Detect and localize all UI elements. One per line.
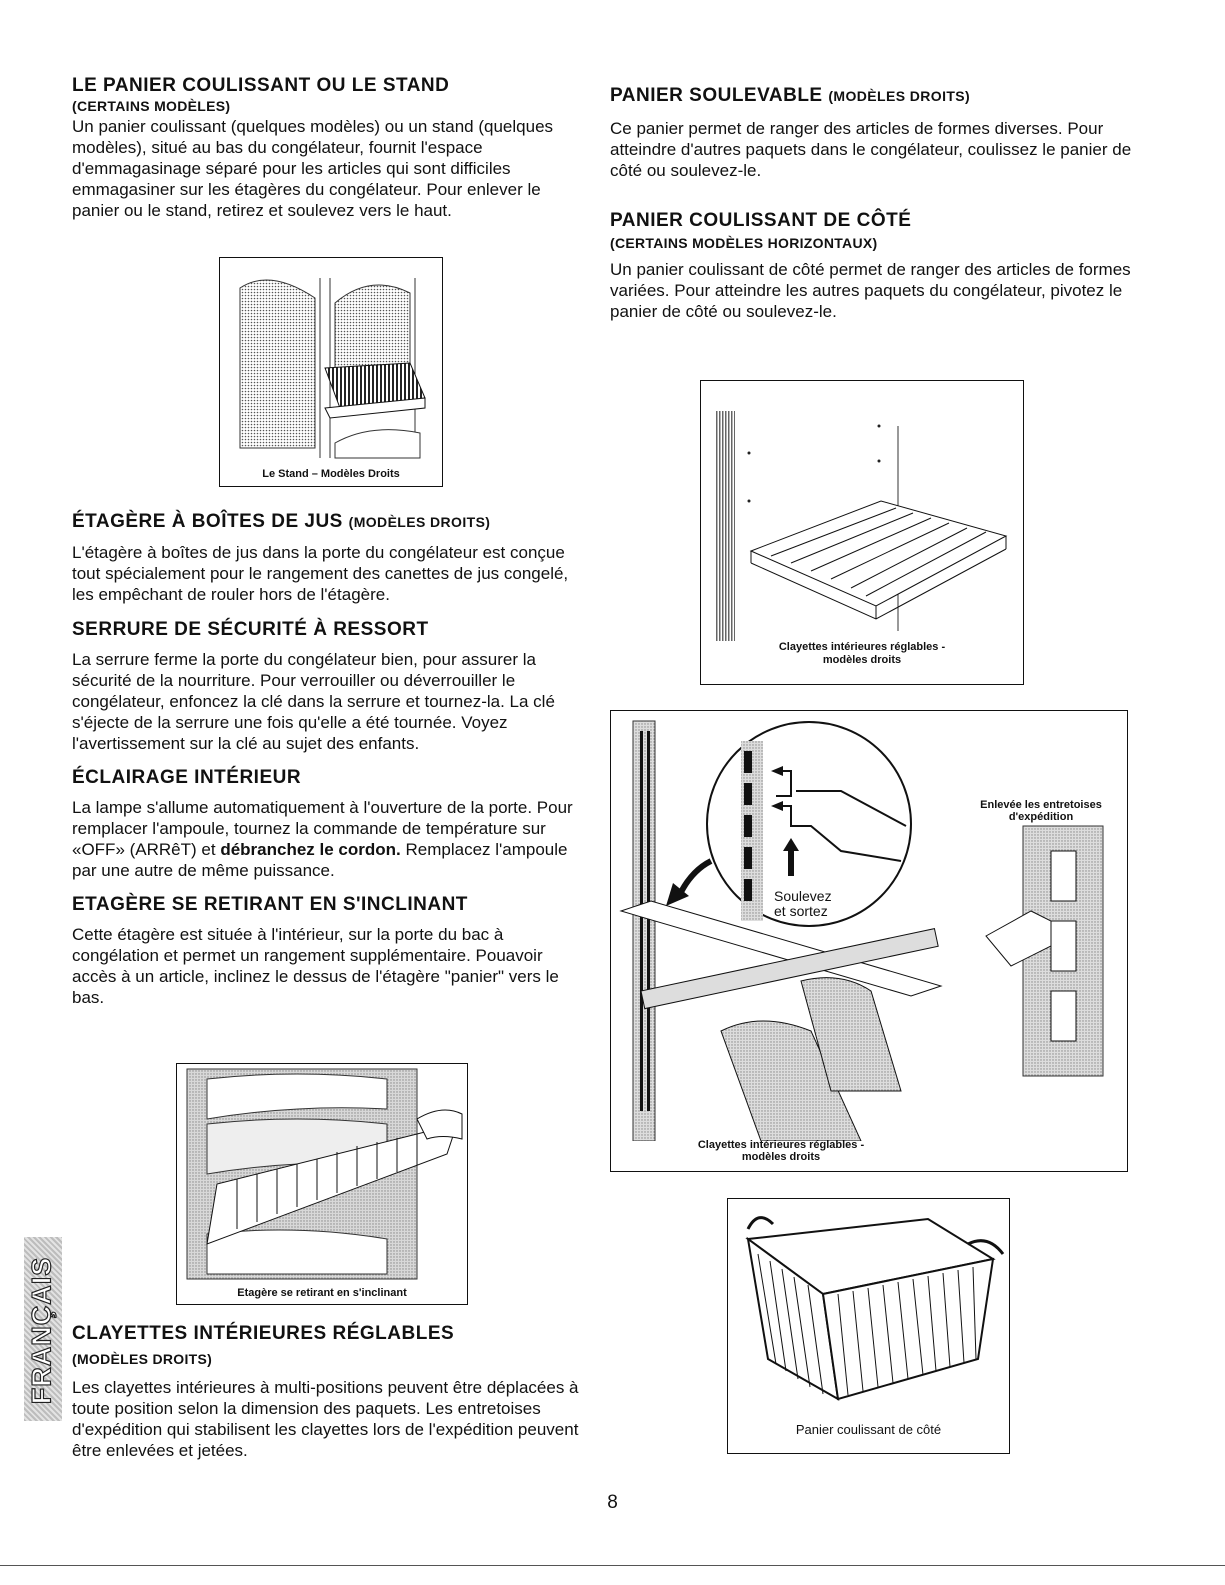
- tilt-shelf-illustration: [177, 1064, 467, 1284]
- section-body: Un panier coulissant de côté permet de ranger des articles de formes variées. Pour atteindre les autres paquets du congélateur, pivotez le panier de côté ou soulevez-le.: [610, 260, 1131, 321]
- figure-tilt-shelf: [176, 1063, 468, 1305]
- section-body: Ce panier permet de ranger des articles de formes diverses. Pour atteindre d'autres paquets dans le congélateur, coulissez le panier de côté ou soulevez-le.: [610, 119, 1132, 180]
- section-title-adjustable-shelves: CLAYETTES INTÉRIEURES RÉGLABLES: [72, 1323, 455, 1344]
- title-text: PANIER SOULEVABLE: [610, 85, 823, 106]
- left-column-3: [72, 1322, 590, 1461]
- figure-remove-shelf: [610, 710, 1128, 1172]
- section-body: Cette étagère est située à l'intérieur, sur la porte du bac à congélation et permet un rangement supplémentaire. Pouavoir accès à un article, inclinez le dessus de l'étagère "panier" vers le bas.: [72, 925, 559, 1007]
- remove-shelf-illustration: [611, 711, 1127, 1141]
- section-title-sliding-basket: LE PANIER COULISSANT OU LE STAND: [72, 75, 450, 96]
- figure-caption-line-1: Clayettes intérieures réglables -: [697, 1139, 865, 1151]
- right-column: [610, 84, 1145, 322]
- spacer-label-line-2: d'expédition: [1008, 811, 1074, 823]
- figure-caption-line-1: Clayettes intérieures réglables -: [778, 641, 946, 653]
- title-small: (MODÈLES DROITS): [828, 88, 971, 104]
- lift-instruction-line-1: Soulevez: [774, 888, 832, 904]
- stand-illustration: [220, 258, 442, 463]
- figure-adjustable-shelf: [700, 380, 1024, 685]
- section-body: La serrure ferme la porte du congélateur bien, pour assurer la sécurité de la nourriture. Pour verrouiller ou déverrouiller le congélateur, enfoncez la clé dans la serrure et tournez-la. La clé s'éjecte de la serrure une fois qu'elle a été tournée. Voyez l'avertissement sur la clé au sujet des enfants.: [72, 650, 555, 753]
- section-title-tilt-shelf: ETAGÈRE SE RETIRANT EN S'INCLINANT: [72, 894, 468, 915]
- section-subtitle: (CERTAINS MODÈLES): [72, 98, 231, 114]
- shelf-illustration: [701, 381, 1023, 641]
- body-text-after: Remplacez l'ampoule par une autre de même puissance.: [72, 840, 568, 880]
- figure-caption: Panier coulissant de côté: [795, 1422, 942, 1437]
- lift-instruction-line-2: et sortez: [774, 903, 828, 919]
- figure-side-basket: [727, 1198, 1010, 1454]
- figure-caption: Le Stand – Modèles Droits: [262, 468, 400, 480]
- figure-caption: [611, 1139, 951, 1163]
- figure-caption-line-2: modèles droits: [741, 1151, 821, 1163]
- section-body: [72, 797, 590, 881]
- left-column-2: [72, 510, 590, 1008]
- section-body: L'étagère à boîtes de jus dans la porte du congélateur est conçue tout spécialement pour le rangement des canettes de jus congelé, les empêchant de rouler hors de l'étagère.: [72, 543, 569, 604]
- section-title-lighting: ÉCLAIRAGE INTÉRIEUR: [72, 767, 302, 788]
- section-body: Les clayettes intérieures à multi-positions peuvent être déplacées à toute position selon la dimension des paquets. Les entretoises d'expédition qui stabilisent les clayettes lors de l'expédition peuvent être enlevées et jetées.: [72, 1378, 579, 1460]
- section-title-lift-basket: [610, 84, 1145, 108]
- figure-caption: Etagère se retirant en s'inclinant: [237, 1287, 407, 1299]
- language-tab: [24, 1237, 62, 1421]
- section-body: Un panier coulissant (quelques modèles) ou un stand (quelques modèles), situé au bas du congélateur, fournit l'espace d'emmagasinage séparé pour les articles qui sont difficiles emmagasiner sur les étagères du congélateur. Pour enlever le panier ou le stand, retirez et soulevez vers le haut.: [72, 117, 554, 220]
- section-title-side-basket: PANIER COULISSANT DE CÔTÉ: [610, 210, 912, 231]
- page-number: 8: [607, 1492, 618, 1513]
- spacer-label-line-1: Enlevée les entretoises: [980, 799, 1102, 811]
- left-column: [72, 74, 590, 221]
- spacer-label: [961, 799, 1121, 823]
- section-title-juice-shelf: [72, 510, 590, 534]
- body-bold: débranchez le cordon.: [220, 840, 401, 859]
- basket-illustration: [728, 1199, 1009, 1419]
- lift-instruction: [774, 889, 832, 919]
- section-subtitle: (MODÈLES DROITS): [72, 1351, 213, 1367]
- title-text: ÉTAGÈRE À BOÎTES DE JUS: [72, 511, 343, 532]
- figure-stand: [219, 257, 443, 487]
- section-title-lock: SERRURE DE SÉCURITÉ À RESSORT: [72, 619, 429, 640]
- section-subtitle: (CERTAINS MODÈLES HORIZONTAUX): [610, 235, 878, 251]
- body-text: La lampe s'allume automatiquement à l'ouverture de la porte. Pour remplacer l'ampoule, tournez la commande de température sur «OFF» (ARRêT) et: [72, 798, 573, 859]
- title-small: (MODÈLES DROITS): [348, 514, 491, 530]
- language-tab-label: FRANÇAIS: [26, 1256, 57, 1405]
- bottom-rule: [0, 1565, 1225, 1566]
- figure-caption-line-2: modèles droits: [822, 654, 902, 666]
